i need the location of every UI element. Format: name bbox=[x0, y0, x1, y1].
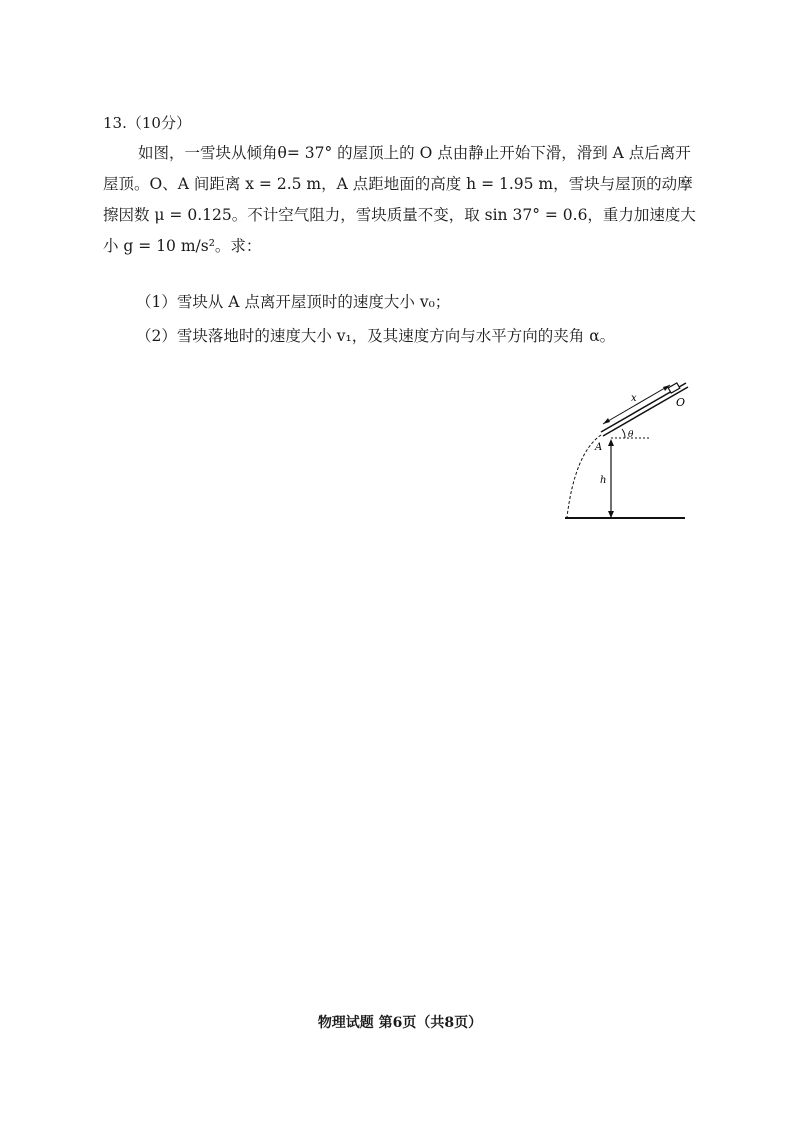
label-x: x bbox=[631, 393, 637, 404]
label-o: O bbox=[676, 396, 686, 409]
x-dimension-line bbox=[603, 385, 670, 424]
question-stem-text: 如图，一雪块从倾角θ= 37° 的屋顶上的 O 点由静止开始下滑，滑到 A 点后离开屋顶。O、A 间距离 x = 2.5 m，A 点距地面的高度 h = 1.95 m，雪块与屋顶的动摩擦因数 μ = 0.125。不计空气阻力，雪块质量不变，取 sin 37° = 0.6，重力加速度大小 g = 10 m/s²。求： bbox=[103, 144, 696, 255]
theta-arc bbox=[622, 429, 625, 438]
roof-line-inner bbox=[603, 387, 688, 436]
label-theta: θ bbox=[628, 430, 634, 440]
label-a: A bbox=[595, 442, 603, 453]
x-arrow-start bbox=[603, 418, 610, 424]
h-arrow-top bbox=[608, 439, 614, 446]
question-part-2: （2）雪块落地时的速度大小 v₁，及其速度方向与水平方向的夹角 α。 bbox=[136, 327, 616, 345]
question-stem bbox=[103, 138, 703, 262]
h-arrow-bottom bbox=[608, 511, 614, 518]
label-h: h bbox=[600, 475, 607, 486]
page-footer: 物理试题 第6页（共8页） bbox=[317, 1015, 483, 1031]
snow-block bbox=[668, 383, 680, 393]
roof-diagram bbox=[555, 375, 695, 530]
question-part-1: （1）雪块从 A 点离开屋顶时的速度大小 v₀； bbox=[136, 293, 451, 311]
question-number: 13.（10分） bbox=[103, 114, 191, 132]
